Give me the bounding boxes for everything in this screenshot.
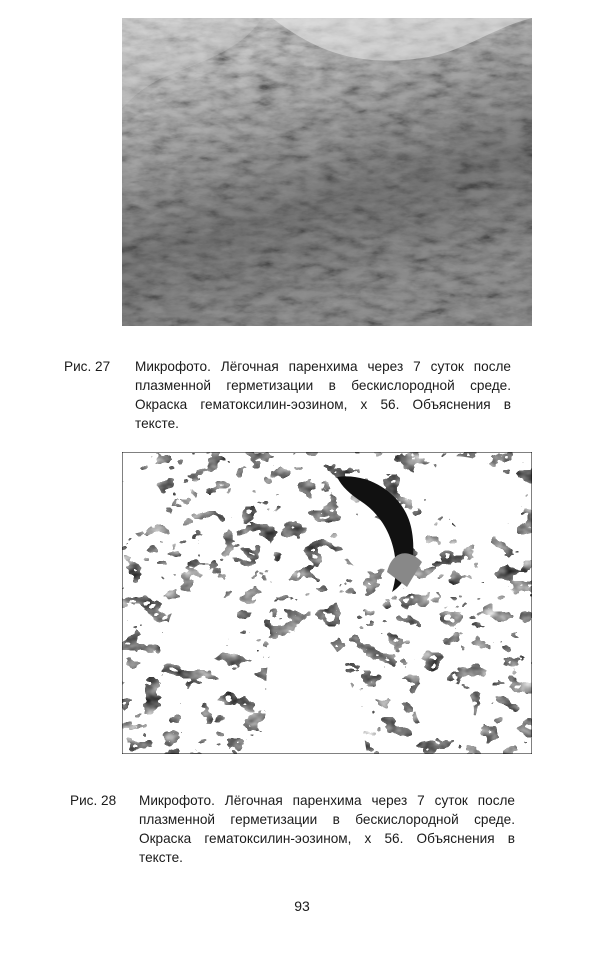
micrograph-image-27: [122, 18, 532, 326]
figure-28-label: Рис. 28: [70, 793, 117, 808]
figure-27-caption-text: Микрофото. Лёгочная паренхима через 7 суток после плазменной герметизации в бескислородной среде. Окраска гематоксилин-эозином, х 56. Объяснения в тексте.: [135, 359, 511, 431]
page-number: 93: [294, 898, 310, 914]
micrograph-figure-27: [122, 18, 532, 326]
micrograph-figure-28: [122, 452, 532, 754]
figure-27-label: Рис. 27: [64, 359, 111, 374]
figure-28-caption-text: Микрофото. Лёгочная паренхима через 7 суток после плазменной герметизации в бескислородной среде. Окраска гематоксилин-эозином, х 56. Объяснения в тексте.: [139, 793, 515, 865]
micrograph-image-28: [122, 452, 532, 754]
